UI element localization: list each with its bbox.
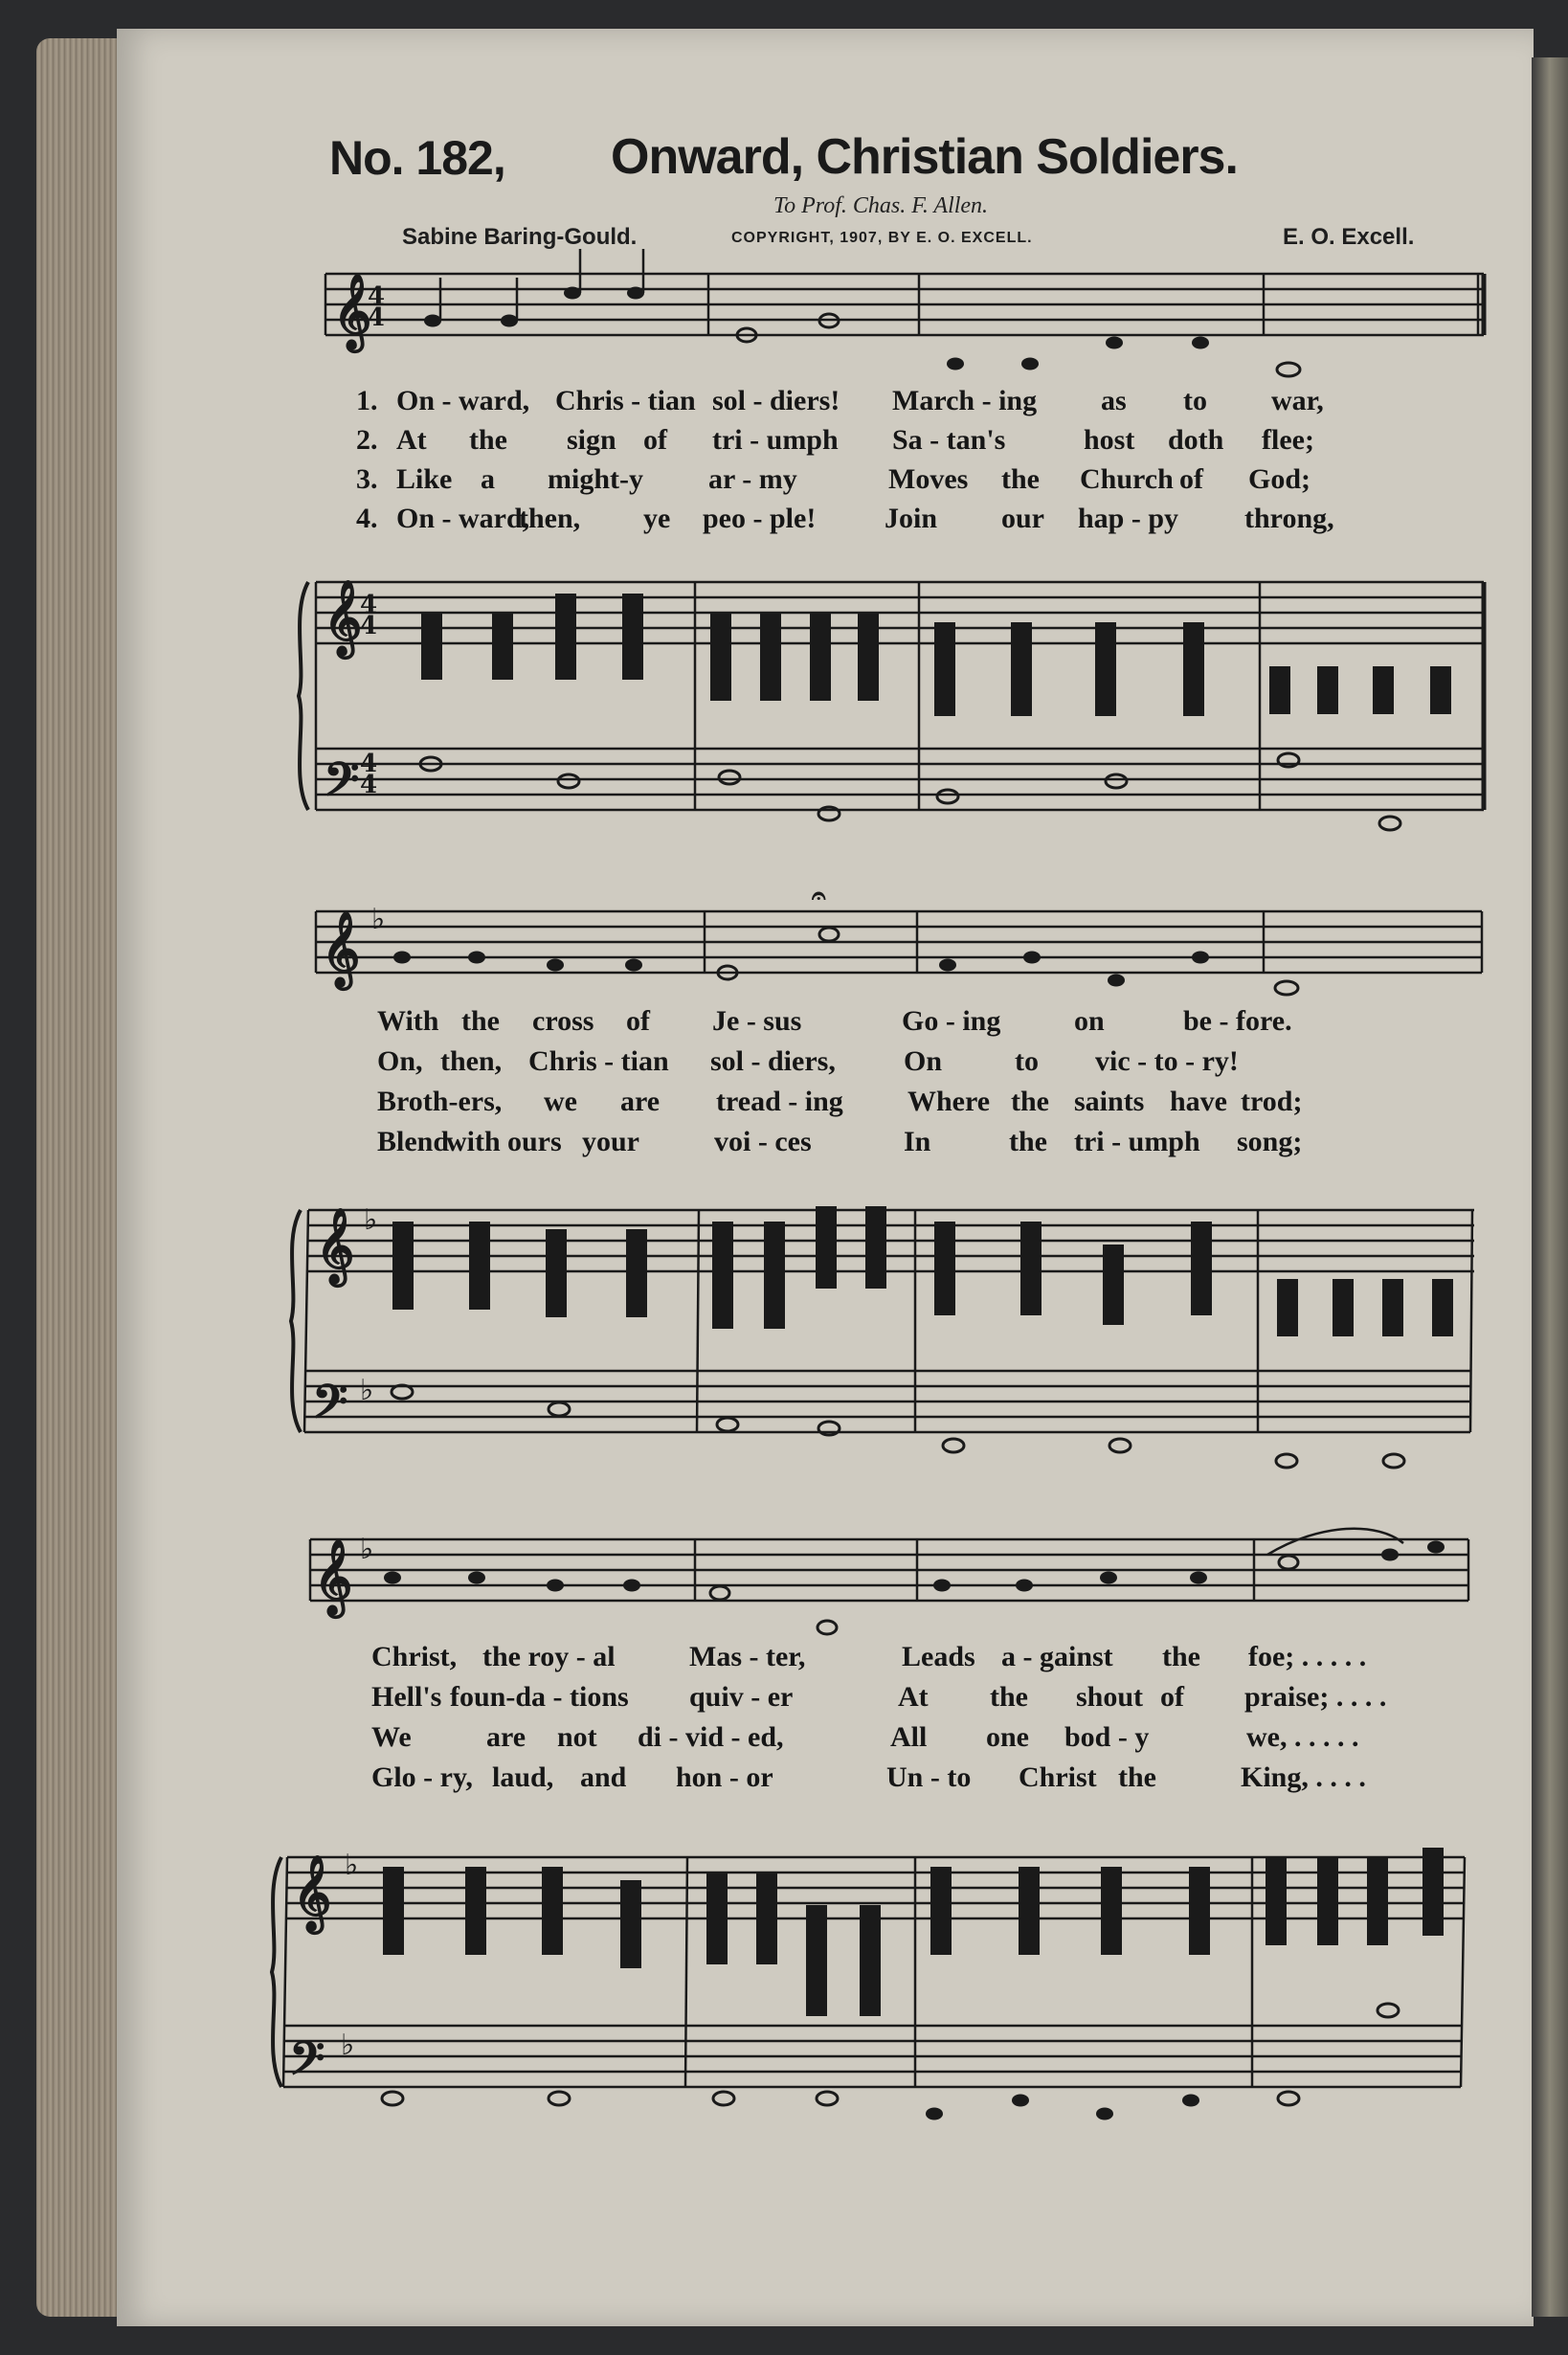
lyric-word: the bbox=[1118, 1761, 1156, 1793]
svg-text:♭: ♭ bbox=[345, 1849, 359, 1882]
lyric-word: laud, bbox=[492, 1761, 554, 1793]
svg-text:4: 4 bbox=[368, 303, 386, 332]
lyric-word: hon - or bbox=[676, 1761, 773, 1793]
lyric-word: We bbox=[371, 1721, 412, 1753]
lyric-word: the bbox=[469, 424, 507, 456]
lyric-word: with bbox=[446, 1126, 501, 1157]
lyric-word: as bbox=[1101, 385, 1127, 416]
lyric-word: bod - y bbox=[1064, 1721, 1150, 1753]
lyric-word: On - ward, bbox=[396, 385, 530, 416]
lyric-word: In bbox=[904, 1126, 931, 1157]
hymn-title: Onward, Christian Soldiers. bbox=[611, 129, 1238, 185]
lyric-word: Christ bbox=[1019, 1761, 1097, 1793]
lyric-word: tri - umph bbox=[712, 424, 839, 456]
lyric-word: are bbox=[620, 1086, 661, 1117]
lyric-word: Sa - tan's bbox=[892, 424, 1006, 456]
lyric-word: voi - ces bbox=[714, 1126, 812, 1157]
lyric-word: Glo - ry, bbox=[371, 1761, 473, 1793]
lyric-word: a - gainst bbox=[1001, 1641, 1113, 1672]
svg-text:4: 4 bbox=[360, 750, 378, 778]
lyric-word: sol - diers! bbox=[712, 385, 840, 416]
lyric-word: King, . . . . bbox=[1241, 1761, 1366, 1793]
lyric-word: doth bbox=[1168, 424, 1224, 456]
lyric-word: March - ing bbox=[892, 385, 1038, 416]
lyric-word: Chris - tian bbox=[528, 1045, 669, 1077]
lyric-word: and bbox=[580, 1761, 627, 1793]
lyric-word: foe; . . . . . bbox=[1248, 1641, 1367, 1672]
lyric-line bbox=[0, 1641, 1568, 1677]
lyric-word: At bbox=[396, 424, 427, 456]
lyric-word: Blend bbox=[377, 1126, 450, 1157]
lyric-word: Where bbox=[907, 1086, 991, 1117]
lyric-word: At bbox=[898, 1681, 929, 1713]
lyric-word: shout bbox=[1076, 1681, 1144, 1713]
lyric-word: tread - ing bbox=[716, 1086, 843, 1117]
svg-text:4: 4 bbox=[360, 771, 378, 799]
lyric-word: trod; bbox=[1241, 1086, 1303, 1117]
lyric-word: Hell's bbox=[371, 1681, 442, 1713]
lyric-word: saints bbox=[1074, 1086, 1145, 1117]
lyric-word: hap - py bbox=[1078, 503, 1179, 534]
lyric-word: di - vid - ed, bbox=[638, 1721, 784, 1753]
lyric-word: war, bbox=[1271, 385, 1324, 416]
lyric-word: tri - umph bbox=[1074, 1126, 1200, 1157]
lyric-word: the bbox=[990, 1681, 1028, 1713]
svg-text:𝄢: 𝄢 bbox=[312, 1375, 348, 1440]
lyric-word: host bbox=[1084, 424, 1135, 456]
lyric-word: the bbox=[1162, 1641, 1200, 1672]
lyric-word: quiv - er bbox=[689, 1681, 794, 1713]
lyric-word: ours bbox=[507, 1126, 562, 1157]
lyric-word: the roy - al bbox=[482, 1641, 616, 1672]
lyric-word: praise; . . . . bbox=[1244, 1681, 1387, 1713]
verse-number: 4. bbox=[356, 503, 378, 534]
lyric-word: foun-da - tions bbox=[450, 1681, 629, 1713]
svg-text:♭: ♭ bbox=[360, 1374, 374, 1407]
lyric-word: ar - my bbox=[708, 463, 797, 495]
lyric-word: On - ward, bbox=[396, 503, 530, 534]
lyric-word: ye bbox=[643, 503, 671, 534]
lyric-word: song; bbox=[1237, 1126, 1303, 1157]
lyric-word: God; bbox=[1248, 463, 1311, 495]
svg-text:4: 4 bbox=[360, 591, 378, 619]
lyric-word: Like bbox=[396, 463, 453, 495]
lyric-word: the bbox=[461, 1005, 500, 1037]
svg-text:♭: ♭ bbox=[371, 903, 386, 936]
lyric-word: then, bbox=[440, 1045, 503, 1077]
lyric-word: are bbox=[486, 1721, 526, 1753]
lyric-line bbox=[0, 1681, 1568, 1717]
verse-number: 1. bbox=[356, 385, 378, 416]
copyright-notice: COPYRIGHT, 1907, BY E. O. EXCELL. bbox=[731, 230, 1033, 246]
lyric-word: one bbox=[986, 1721, 1029, 1753]
lyric-word: your bbox=[582, 1126, 639, 1157]
svg-text:𝄞: 𝄞 bbox=[324, 579, 363, 656]
svg-text:♭: ♭ bbox=[364, 1203, 378, 1237]
lyric-word: Moves bbox=[888, 463, 969, 495]
svg-text:𝄞: 𝄞 bbox=[314, 1538, 353, 1615]
lyric-line bbox=[0, 1761, 1568, 1798]
lyric-word: vic - to - ry! bbox=[1095, 1045, 1239, 1077]
lyric-word: Mas - ter, bbox=[689, 1641, 806, 1672]
lyric-word: might-y bbox=[548, 463, 643, 495]
lyric-word: of bbox=[626, 1005, 650, 1037]
lyric-word: to bbox=[1183, 385, 1207, 416]
lyric-word: All bbox=[890, 1721, 928, 1753]
svg-text:𝄞: 𝄞 bbox=[333, 273, 372, 349]
lyric-word: On bbox=[904, 1045, 943, 1077]
lyric-word: we bbox=[544, 1086, 577, 1117]
svg-text:4: 4 bbox=[360, 612, 378, 640]
verse-number: 3. bbox=[356, 463, 378, 495]
lyric-word: the bbox=[1001, 463, 1040, 495]
dedication: To Prof. Chas. F. Allen. bbox=[773, 193, 989, 218]
lyric-word: on bbox=[1074, 1005, 1105, 1037]
svg-text:♭: ♭ bbox=[360, 1533, 374, 1566]
lyric-word: Un - to bbox=[886, 1761, 972, 1793]
lyric-word: flee; bbox=[1262, 424, 1314, 456]
lyric-word: then, bbox=[519, 503, 581, 534]
lyric-word: Chris - tian bbox=[555, 385, 696, 416]
lyric-word: have bbox=[1170, 1086, 1227, 1117]
lyric-word: Go - ing bbox=[902, 1005, 1001, 1037]
svg-text:𝄐: 𝄐 bbox=[812, 882, 826, 910]
svg-text:♭: ♭ bbox=[341, 2029, 355, 2062]
lyric-line bbox=[0, 1721, 1568, 1758]
verse-number: 2. bbox=[356, 424, 378, 456]
lyric-word: we, . . . . . bbox=[1246, 1721, 1359, 1753]
svg-text:𝄢: 𝄢 bbox=[324, 752, 360, 818]
lyric-word: peo - ple! bbox=[703, 503, 817, 534]
lyric-word: of bbox=[1179, 463, 1203, 495]
lyric-word: throng, bbox=[1244, 503, 1334, 534]
lyric-word: to bbox=[1015, 1045, 1039, 1077]
lyric-word: sol - diers, bbox=[710, 1045, 836, 1077]
lyric-word: the bbox=[1011, 1086, 1049, 1117]
lyric-word: a bbox=[481, 463, 495, 495]
composer: E. O. Excell. bbox=[1283, 224, 1415, 250]
lyric-word: not bbox=[557, 1721, 597, 1753]
lyric-word: sign bbox=[567, 424, 616, 456]
lyric-word: our bbox=[1001, 503, 1044, 534]
lyric-word: Join bbox=[885, 503, 938, 534]
lyric-word: be - fore. bbox=[1183, 1005, 1292, 1037]
svg-text:𝄞: 𝄞 bbox=[316, 1207, 355, 1284]
lyric-word: of bbox=[643, 424, 667, 456]
svg-text:4: 4 bbox=[368, 282, 386, 311]
lyric-word: of bbox=[1160, 1681, 1184, 1713]
lyric-word: cross bbox=[532, 1005, 594, 1037]
hymn-number: No. 182, bbox=[329, 131, 505, 185]
lyric-word: On, bbox=[377, 1045, 423, 1077]
lyric-word: Christ, bbox=[371, 1641, 458, 1672]
lyric-word: Church bbox=[1080, 463, 1174, 495]
lyric-word: With bbox=[377, 1005, 439, 1037]
lyric-word: the bbox=[1009, 1126, 1047, 1157]
lyric-word: Leads bbox=[902, 1641, 975, 1672]
svg-text:𝄢: 𝄢 bbox=[289, 2031, 325, 2097]
lyric-word: Je - sus bbox=[712, 1005, 802, 1037]
svg-text:𝄞: 𝄞 bbox=[293, 1854, 332, 1931]
svg-text:𝄞: 𝄞 bbox=[322, 910, 361, 987]
lyric-word: Broth-ers, bbox=[377, 1086, 503, 1117]
lyricist: Sabine Baring-Gould. bbox=[402, 224, 638, 250]
